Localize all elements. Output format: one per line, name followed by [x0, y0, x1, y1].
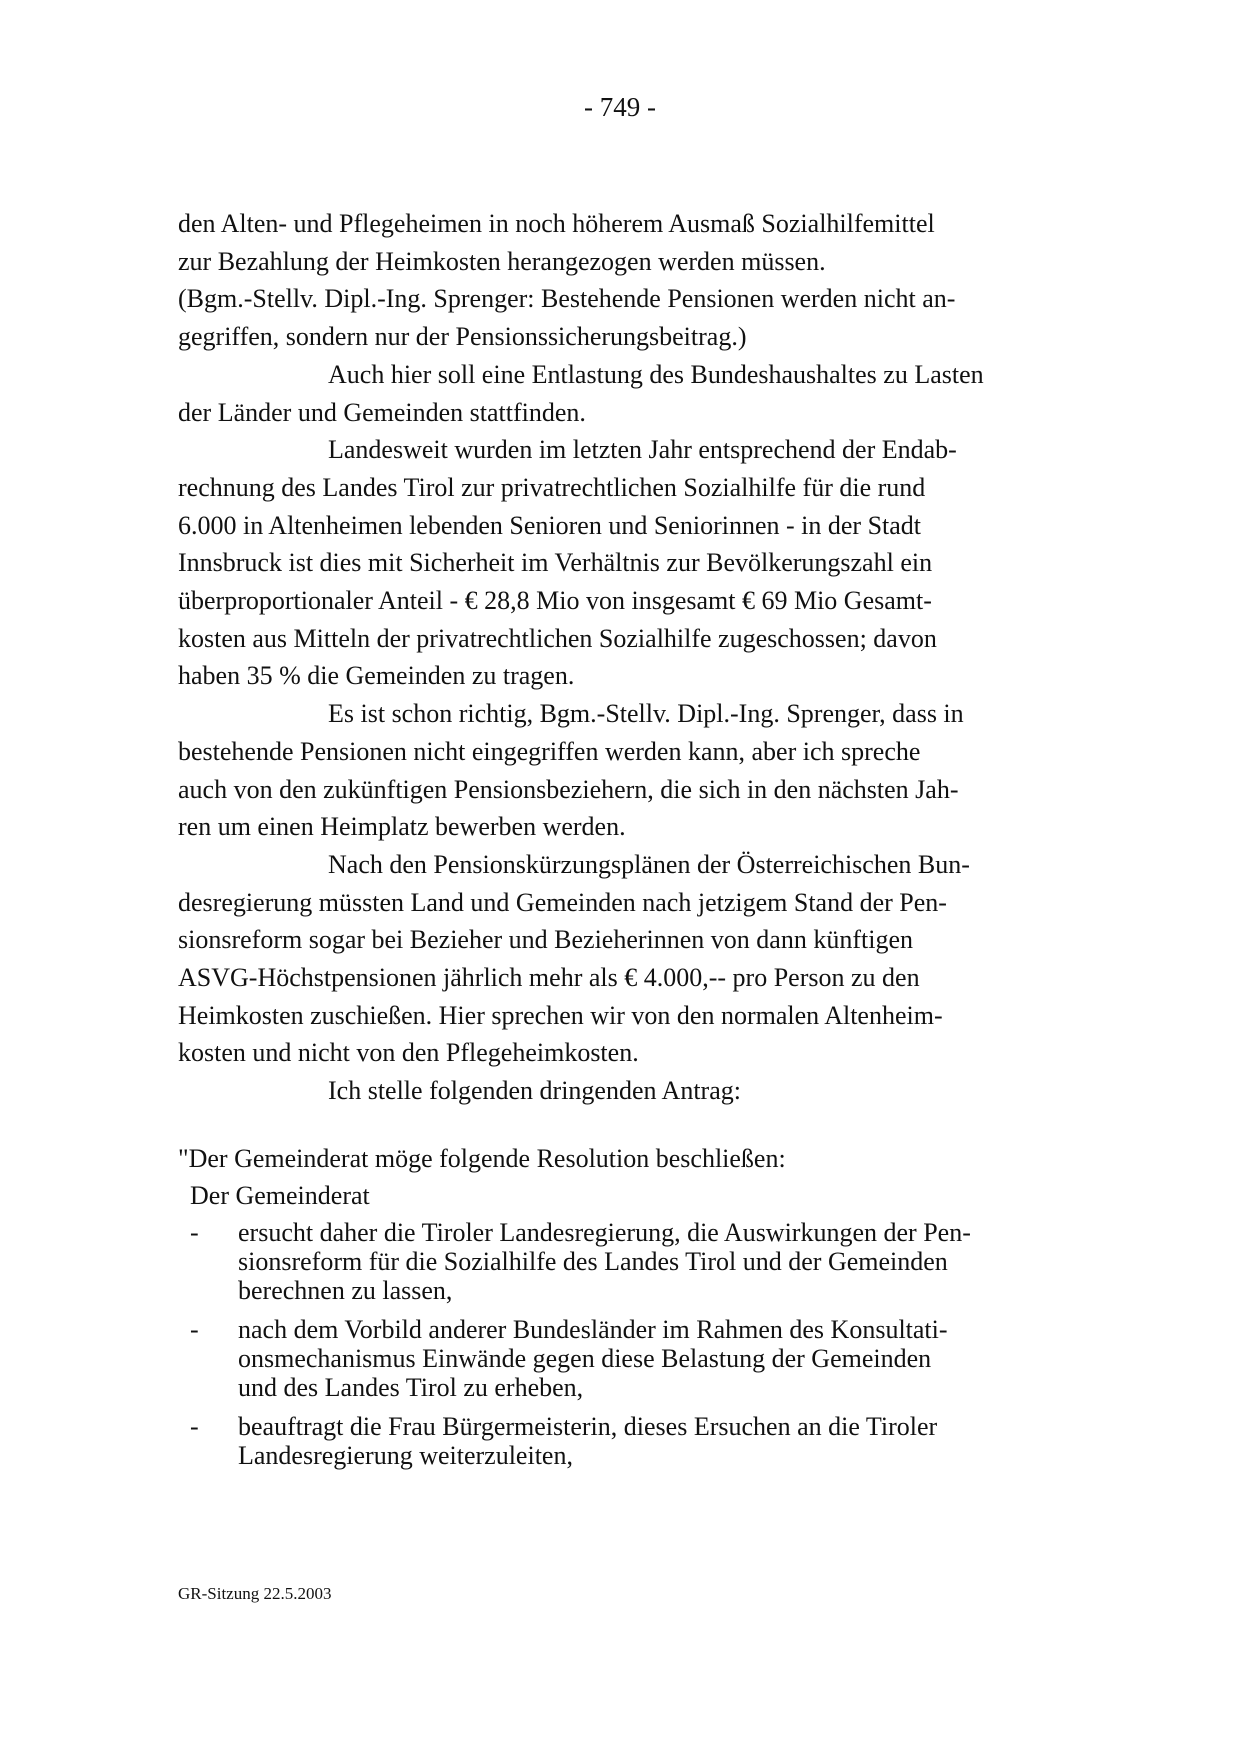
page-number: - 749 - [584, 92, 656, 122]
resolution-subject: Der Gemeinderat [190, 1181, 370, 1210]
list-item [178, 1218, 1068, 1305]
paragraph-antrag: Ich stelle folgenden dringenden Antrag: [328, 1076, 741, 1106]
paragraph-landesweit: Landesweit wurden im letzten Jahr entsprechend der Endab- rechnung des Landes Tirol zur privatrechtlichen Sozialhilfe für die rund 6.000 in Altenheimen lebenden Senioren und Seniorinnen - in der Stadt Innsbruck ist dies mit Sicherheit im Verhältnis zur Bevölkerungszahl ein überproportionaler Anteil - € 28,8 Mio von insgesamt € 69 Mio Gesamt- kosten aus Mitteln der privatrechtlichen Sozialhilfe zugeschossen; davon haben 35 % die Gemeinden zu tragen. [178, 435, 957, 691]
footer-session-date: GR-Sitzung 22.5.2003 [178, 1584, 332, 1603]
dash-bullet: - [190, 1315, 199, 1344]
list-item-text: ersucht daher die Tiroler Landesregierung, die Auswirkungen der Pen- sionsreform für die Sozialhilfe des Landes Tirol und der Gemeinden berechnen zu lassen, [238, 1218, 971, 1305]
list-item [178, 1412, 1068, 1470]
paragraph-pensionskuerzung: Nach den Pensionskürzungsplänen der Österreichischen Bun- desregierung müssten Land und Gemeinden nach jetzigem Stand der Pen- sionsreform sogar bei Bezieher und Bezieherinnen von dann künftigen ASVG-Höchstpensionen jährlich mehr als € 4.000,-- pro Person zu den Heimkosten zuschießen. Hier sprechen wir von den normalen Altenheim- kosten und nicht von den Pflegeheimkosten. [178, 849, 970, 1068]
dash-bullet: - [190, 1412, 199, 1441]
paragraph-continuation: den Alten- und Pflegeheimen in noch höherem Ausmaß Sozialhilfemittel zur Bezahlung der Heimkosten herangezogen werden müssen. [178, 209, 935, 276]
list-item [178, 1315, 1068, 1402]
resolution-block [178, 1140, 1068, 1480]
body-text [178, 205, 1068, 1110]
list-item-text: nach dem Vorbild anderer Bundesländer im Rahmen des Konsultati- onsmechanismus Einwände gegen diese Belastung der Gemeinden und des Landes Tirol zu erheben, [238, 1315, 948, 1402]
paragraph-entlastung: Auch hier soll eine Entlastung des Bundeshaushaltes zu Lasten der Länder und Gemeinden stattfinden. [178, 359, 984, 427]
list-item-text: beauftragt die Frau Bürgermeisterin, dieses Ersuchen an die Tiroler Landesregierung weiterzuleiten, [238, 1412, 938, 1470]
resolution-list [178, 1218, 1068, 1470]
paragraph-interjection: (Bgm.-Stellv. Dipl.-Ing. Sprenger: Bestehende Pensionen werden nicht an- gegriffen, sondern nur der Pensionssicherungsbeitrag.) [178, 284, 956, 352]
dash-bullet: - [190, 1218, 199, 1247]
resolution-intro: "Der Gemeinderat möge folgende Resolution beschließen: [178, 1144, 786, 1173]
paragraph-richtig: Es ist schon richtig, Bgm.-Stellv. Dipl.-Ing. Sprenger, dass in bestehende Pensionen nicht eingegriffen werden kann, aber ich spreche auch von den zukünftigen Pensionsbeziehern, die sich in den nächsten Jah- ren um einen Heimplatz bewerben werden. [178, 699, 964, 842]
